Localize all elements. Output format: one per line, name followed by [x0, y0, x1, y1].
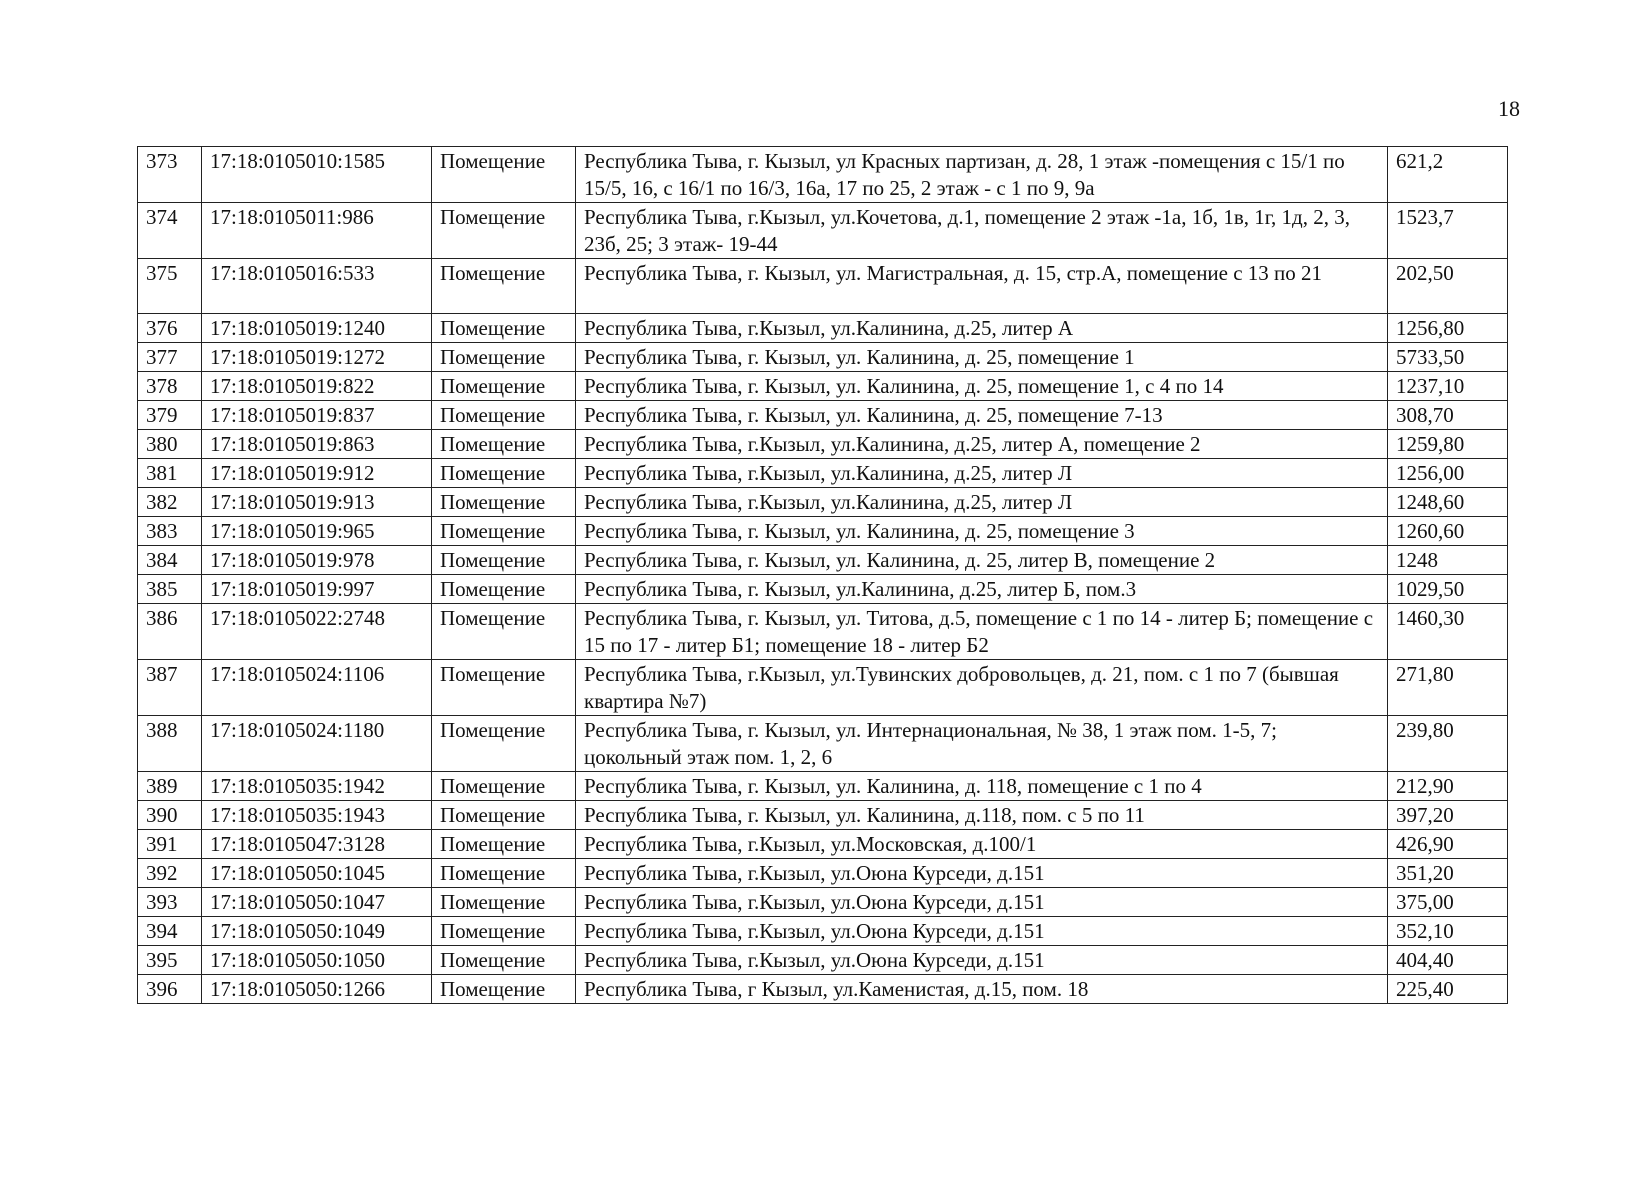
object-type-cell: Помещение [432, 946, 576, 975]
row-number-cell: 378 [138, 372, 202, 401]
area-cell: 1460,30 [1388, 604, 1508, 660]
table-row [138, 859, 1508, 888]
area-cell: 308,70 [1388, 401, 1508, 430]
cadastral-number-cell: 17:18:0105019:913 [202, 488, 432, 517]
cadastral-number-cell: 17:18:0105019:1240 [202, 314, 432, 343]
object-type-cell: Помещение [432, 314, 576, 343]
table-row [138, 575, 1508, 604]
object-type-cell: Помещение [432, 575, 576, 604]
object-type-cell: Помещение [432, 716, 576, 772]
row-number-cell: 386 [138, 604, 202, 660]
address-cell: Республика Тыва, г.Кызыл, ул.Кочетова, д.1, помещение 2 этаж -1а, 1б, 1в, 1г, 1д, 2, 3, 23б, 25; 3 этаж- 19-44 [576, 203, 1388, 259]
cadastral-number-cell: 17:18:0105047:3128 [202, 830, 432, 859]
page-number: 18 [1498, 96, 1520, 121]
area-cell: 239,80 [1388, 716, 1508, 772]
object-type-cell: Помещение [432, 830, 576, 859]
address-cell: Республика Тыва, г. Кызыл, ул. Калинина, д. 25, помещение 7-13 [576, 401, 1388, 430]
table-row [138, 372, 1508, 401]
address-cell: Республика Тыва, г. Кызыл, ул. Калинина, д. 25, помещение 3 [576, 517, 1388, 546]
table-row [138, 604, 1508, 660]
area-cell: 621,2 [1388, 147, 1508, 203]
object-type-cell: Помещение [432, 772, 576, 801]
table-row [138, 546, 1508, 575]
cadastral-number-cell: 17:18:0105011:986 [202, 203, 432, 259]
cadastral-number-cell: 17:18:0105024:1180 [202, 716, 432, 772]
table-row [138, 147, 1508, 203]
row-number-cell: 376 [138, 314, 202, 343]
table-row [138, 946, 1508, 975]
table-row [138, 716, 1508, 772]
object-type-cell: Помещение [432, 917, 576, 946]
row-number-cell: 392 [138, 859, 202, 888]
area-cell: 1029,50 [1388, 575, 1508, 604]
address-cell: Республика Тыва, г.Кызыл, ул.Калинина, д.25, литер А, помещение 2 [576, 430, 1388, 459]
address-cell: Республика Тыва, г.Кызыл, ул.Оюна Курседи, д.151 [576, 859, 1388, 888]
cadastral-number-cell: 17:18:0105019:837 [202, 401, 432, 430]
object-type-cell: Помещение [432, 488, 576, 517]
cadastral-number-cell: 17:18:0105050:1266 [202, 975, 432, 1004]
table-row [138, 488, 1508, 517]
object-type-cell: Помещение [432, 147, 576, 203]
object-type-cell: Помещение [432, 801, 576, 830]
cadastral-number-cell: 17:18:0105019:863 [202, 430, 432, 459]
row-number-cell: 374 [138, 203, 202, 259]
table-row [138, 343, 1508, 372]
area-cell: 1237,10 [1388, 372, 1508, 401]
row-number-cell: 383 [138, 517, 202, 546]
cadastral-number-cell: 17:18:0105022:2748 [202, 604, 432, 660]
object-type-cell: Помещение [432, 203, 576, 259]
area-cell: 202,50 [1388, 259, 1508, 314]
area-cell: 212,90 [1388, 772, 1508, 801]
row-number-cell: 396 [138, 975, 202, 1004]
address-cell: Республика Тыва, г. Кызыл, ул. Калинина, д. 25, литер В, помещение 2 [576, 546, 1388, 575]
cadastral-number-cell: 17:18:0105019:978 [202, 546, 432, 575]
table-row [138, 401, 1508, 430]
cadastral-number-cell: 17:18:0105016:533 [202, 259, 432, 314]
table-row [138, 430, 1508, 459]
address-cell: Республика Тыва, г. Кызыл, ул. Интернациональная, № 38, 1 этаж пом. 1-5, 7; цокольный этаж пом. 1, 2, 6 [576, 716, 1388, 772]
table-row [138, 917, 1508, 946]
table-row [138, 203, 1508, 259]
area-cell: 375,00 [1388, 888, 1508, 917]
area-cell: 404,40 [1388, 946, 1508, 975]
object-type-cell: Помещение [432, 975, 576, 1004]
address-cell: Республика Тыва, г.Кызыл, ул.Калинина, д.25, литер А [576, 314, 1388, 343]
row-number-cell: 380 [138, 430, 202, 459]
row-number-cell: 389 [138, 772, 202, 801]
object-type-cell: Помещение [432, 459, 576, 488]
address-cell: Республика Тыва, г.Кызыл, ул.Оюна Курседи, д.151 [576, 917, 1388, 946]
row-number-cell: 393 [138, 888, 202, 917]
object-type-cell: Помещение [432, 660, 576, 716]
table-row [138, 888, 1508, 917]
table-row [138, 259, 1508, 314]
object-type-cell: Помещение [432, 343, 576, 372]
row-number-cell: 377 [138, 343, 202, 372]
area-cell: 271,80 [1388, 660, 1508, 716]
cadastral-number-cell: 17:18:0105010:1585 [202, 147, 432, 203]
address-cell: Республика Тыва, г.Кызыл, ул.Оюна Курседи, д.151 [576, 888, 1388, 917]
address-cell: Республика Тыва, г.Кызыл, ул.Московская, д.100/1 [576, 830, 1388, 859]
table-row [138, 660, 1508, 716]
row-number-cell: 387 [138, 660, 202, 716]
cadastral-number-cell: 17:18:0105050:1049 [202, 917, 432, 946]
cadastral-number-cell: 17:18:0105019:1272 [202, 343, 432, 372]
row-number-cell: 395 [138, 946, 202, 975]
object-type-cell: Помещение [432, 888, 576, 917]
area-cell: 1248 [1388, 546, 1508, 575]
address-cell: Республика Тыва, г.Кызыл, ул.Оюна Курседи, д.151 [576, 946, 1388, 975]
area-cell: 1256,00 [1388, 459, 1508, 488]
cadastral-number-cell: 17:18:0105050:1045 [202, 859, 432, 888]
address-cell: Республика Тыва, г. Кызыл, ул. Калинина, д. 118, помещение с 1 по 4 [576, 772, 1388, 801]
row-number-cell: 394 [138, 917, 202, 946]
row-number-cell: 382 [138, 488, 202, 517]
area-cell: 1523,7 [1388, 203, 1508, 259]
object-type-cell: Помещение [432, 546, 576, 575]
row-number-cell: 384 [138, 546, 202, 575]
address-cell: Республика Тыва, г.Кызыл, ул.Тувинских добровольцев, д. 21, пом. с 1 по 7 (бывшая квартира №7) [576, 660, 1388, 716]
cadastral-number-cell: 17:18:0105019:997 [202, 575, 432, 604]
table-row [138, 459, 1508, 488]
cadastral-number-cell: 17:18:0105019:965 [202, 517, 432, 546]
object-type-cell: Помещение [432, 859, 576, 888]
address-cell: Республика Тыва, г. Кызыл, ул. Титова, д.5, помещение с 1 по 14 - литер Б; помещение с 15 по 17 - литер Б1; помещение 18 - литер Б2 [576, 604, 1388, 660]
object-type-cell: Помещение [432, 517, 576, 546]
table-row [138, 314, 1508, 343]
row-number-cell: 388 [138, 716, 202, 772]
address-cell: Республика Тыва, г. Кызыл, ул Красных партизан, д. 28, 1 этаж -помещения с 15/1 по 15/5, 16, с 16/1 по 16/3, 16а, 17 по 25, 2 этаж - с 1 по 9, 9а [576, 147, 1388, 203]
row-number-cell: 379 [138, 401, 202, 430]
object-type-cell: Помещение [432, 372, 576, 401]
area-cell: 426,90 [1388, 830, 1508, 859]
table-row [138, 975, 1508, 1004]
area-cell: 225,40 [1388, 975, 1508, 1004]
row-number-cell: 385 [138, 575, 202, 604]
address-cell: Республика Тыва, г. Кызыл, ул.Калинина, д.25, литер Б, пом.3 [576, 575, 1388, 604]
row-number-cell: 375 [138, 259, 202, 314]
address-cell: Республика Тыва, г. Кызыл, ул. Магистральная, д. 15, стр.А, помещение с 13 по 21 [576, 259, 1388, 314]
object-type-cell: Помещение [432, 401, 576, 430]
row-number-cell: 381 [138, 459, 202, 488]
address-cell: Республика Тыва, г.Кызыл, ул.Калинина, д.25, литер Л [576, 488, 1388, 517]
table-row [138, 830, 1508, 859]
cadastral-number-cell: 17:18:0105035:1943 [202, 801, 432, 830]
cadastral-number-cell: 17:18:0105019:822 [202, 372, 432, 401]
object-type-cell: Помещение [432, 604, 576, 660]
table-row [138, 517, 1508, 546]
cadastral-number-cell: 17:18:0105050:1047 [202, 888, 432, 917]
cadastral-number-cell: 17:18:0105024:1106 [202, 660, 432, 716]
area-cell: 1260,60 [1388, 517, 1508, 546]
area-cell: 1256,80 [1388, 314, 1508, 343]
address-cell: Республика Тыва, г. Кызыл, ул. Калинина, д. 25, помещение 1, с 4 по 14 [576, 372, 1388, 401]
property-registry-table [137, 146, 1508, 1004]
object-type-cell: Помещение [432, 259, 576, 314]
registry-table-body [138, 147, 1508, 1004]
area-cell: 351,20 [1388, 859, 1508, 888]
address-cell: Республика Тыва, г.Кызыл, ул.Калинина, д.25, литер Л [576, 459, 1388, 488]
cadastral-number-cell: 17:18:0105019:912 [202, 459, 432, 488]
row-number-cell: 373 [138, 147, 202, 203]
table-row [138, 772, 1508, 801]
row-number-cell: 391 [138, 830, 202, 859]
area-cell: 1248,60 [1388, 488, 1508, 517]
address-cell: Республика Тыва, г. Кызыл, ул. Калинина, д.118, пом. с 5 по 11 [576, 801, 1388, 830]
area-cell: 5733,50 [1388, 343, 1508, 372]
area-cell: 352,10 [1388, 917, 1508, 946]
cadastral-number-cell: 17:18:0105035:1942 [202, 772, 432, 801]
object-type-cell: Помещение [432, 430, 576, 459]
area-cell: 397,20 [1388, 801, 1508, 830]
row-number-cell: 390 [138, 801, 202, 830]
address-cell: Республика Тыва, г Кызыл, ул.Каменистая, д.15, пом. 18 [576, 975, 1388, 1004]
address-cell: Республика Тыва, г. Кызыл, ул. Калинина, д. 25, помещение 1 [576, 343, 1388, 372]
area-cell: 1259,80 [1388, 430, 1508, 459]
table-row [138, 801, 1508, 830]
cadastral-number-cell: 17:18:0105050:1050 [202, 946, 432, 975]
